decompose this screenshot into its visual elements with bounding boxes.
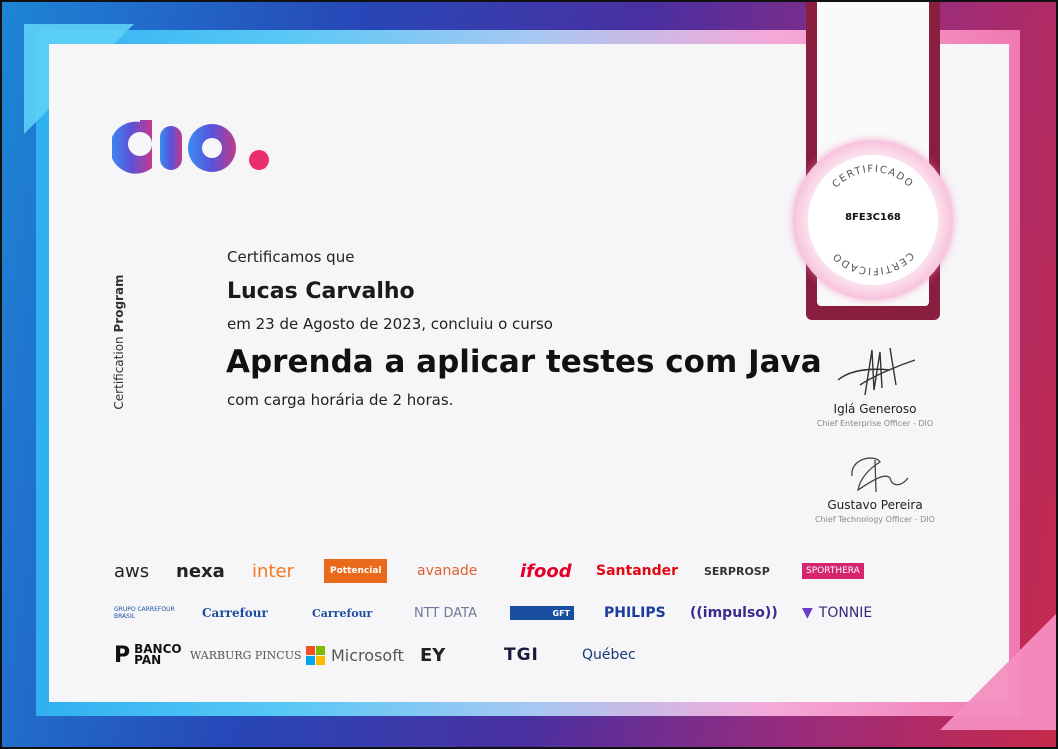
partner-logo: SERPROSP [704,564,770,578]
signature-image [830,340,920,402]
partner-logo: Microsoft [306,641,404,669]
signatory-role: Chief Enterprise Officer - DIO [816,419,934,428]
partner-logo: EY [420,644,446,666]
partner-logo: PHILIPS [604,605,666,621]
signature-block [800,340,950,428]
intro-text: Certificamos que [227,248,355,266]
partner-logo: Pottencial [324,559,387,583]
side-label: Certification Program [112,274,126,410]
completion-date: em 23 de Agosto de 2023, concluiu o curso [227,315,553,333]
recipient-name: Lucas Carvalho [227,279,415,304]
dio-logo [112,108,282,178]
pan-icon: P [114,642,131,668]
partner-logo: NTT DATA [414,605,478,621]
signature-image [830,448,920,498]
partner-logo: Santander [596,563,679,579]
partner-logo: ((impulso)) [690,605,778,621]
signatory-role: Chief Technology Officer - DIO [815,515,935,524]
seal-bottom-text: CERTIFICADO [830,249,916,277]
corner-decoration [940,610,1058,730]
seal-top-text: CERTIFICADO [830,163,916,191]
partner-logo: nexa [176,560,225,582]
course-title: Aprenda a aplicar testes com Java [226,344,822,380]
partner-logo: Carrefour [312,606,373,620]
partner-logo: P BANCO PAN [114,642,182,668]
certificate-seal [793,140,953,300]
signatory-name: Gustavo Pereira [827,498,923,512]
partner-logo: SPORTHERA [802,563,864,579]
partner-logo: GRUPO CARREFOUR BRASIL [114,606,175,620]
fox-icon: ▼ [802,605,813,621]
svg-text:CERTIFICADO [830,250,915,277]
partner-logo: WARBURG PINCUS [190,648,302,662]
svg-text:CERTIFICADO [830,164,915,191]
partner-logo: Carrefour [202,606,268,620]
microsoft-icon [306,646,325,665]
partner-logo: ▼ TONNIE [802,605,873,621]
partner-logo: avanade [417,563,478,579]
certificate-code: 8FE3C168 [845,212,901,223]
partner-logo: ifood [520,560,572,582]
signatory-name: Iglá Generoso [833,402,917,416]
course-hours: com carga horária de 2 horas. [227,391,454,409]
brand-name: dio. [112,108,114,109]
signature-block [800,448,950,524]
partner-logo: inter [252,560,294,582]
partner-logo: TGI [504,645,539,665]
partner-logo: Québec [582,647,636,663]
partner-logo: GFT [510,606,574,620]
partner-logo: aws [114,560,150,582]
